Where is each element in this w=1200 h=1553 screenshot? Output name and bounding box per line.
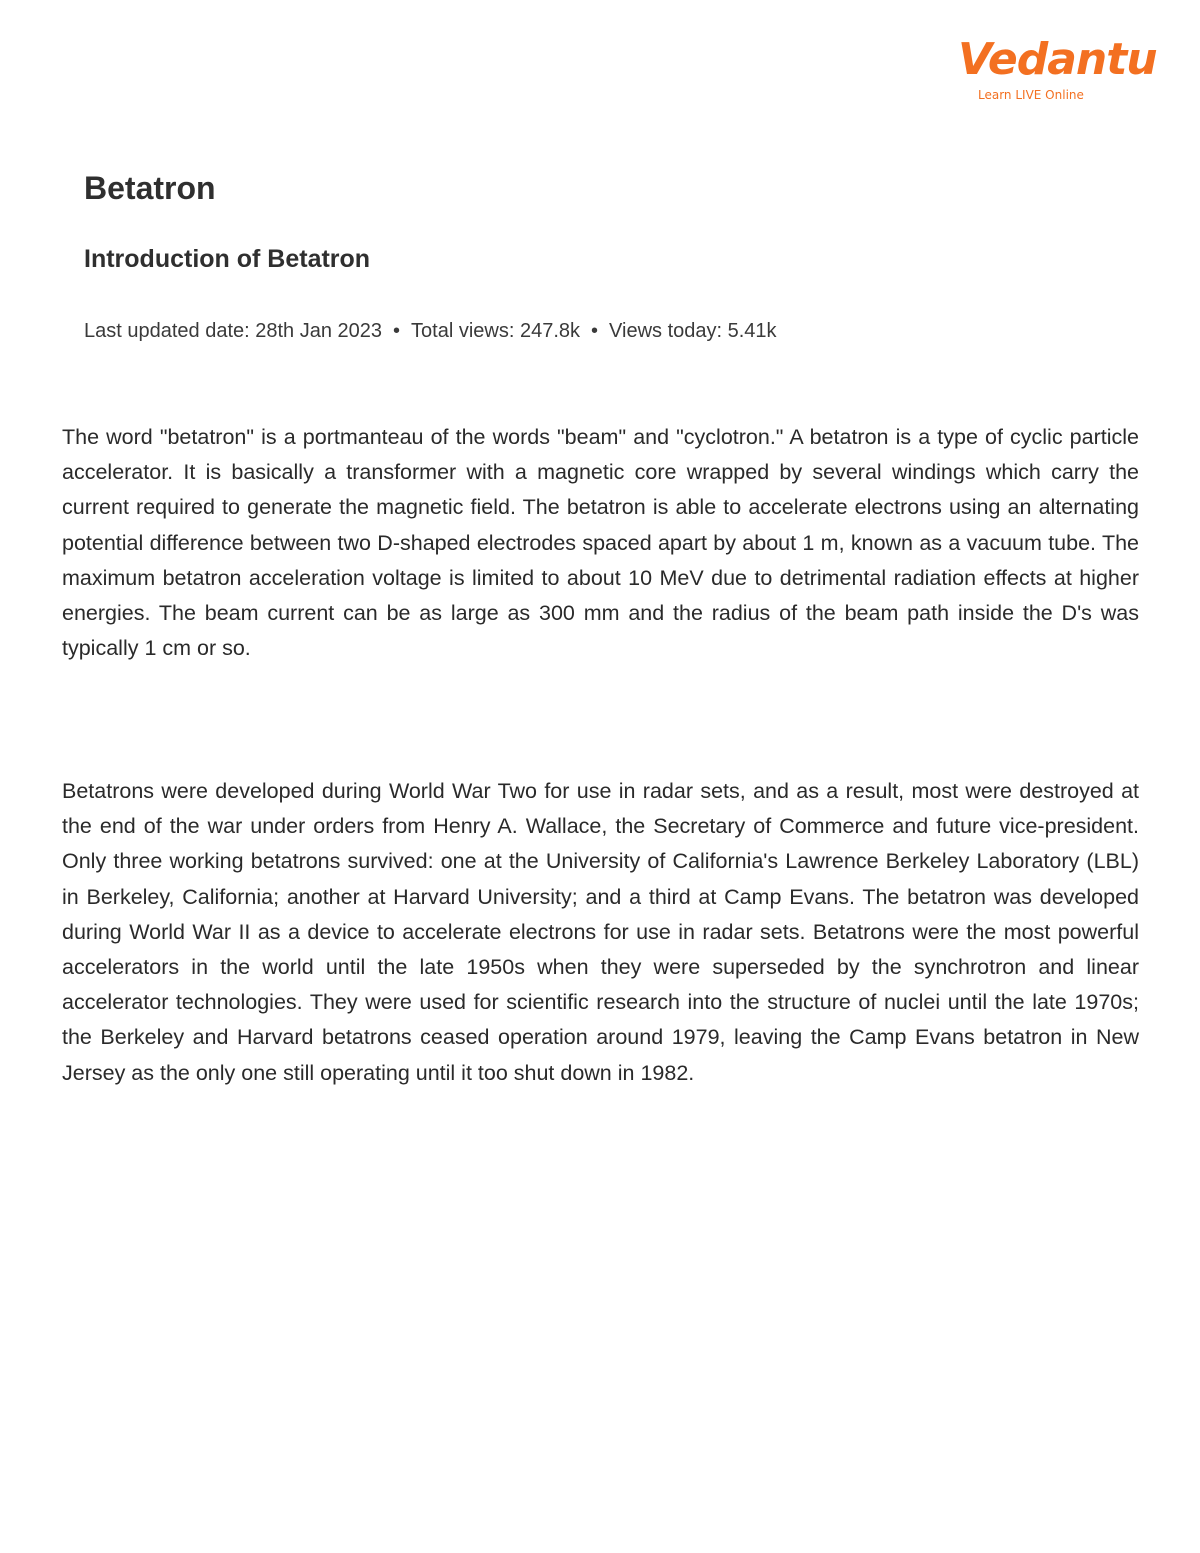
meta-separator: • xyxy=(393,320,401,342)
vedantu-logo xyxy=(958,34,1157,106)
logo-tagline: Learn LIVE Online xyxy=(978,88,1084,102)
body-paragraph-1: The word "betatron" is a portmanteau of the words "beam" and "cyclotron." A betatron is a type of cyclic particle accelerator. It is basically a transformer with a magnetic core wrapped by several windings which carry the current required to generate the magnetic field. The betatron is able to accelerate electrons using an alternating potential difference between two D-shaped electrodes spaced apart by about 1 m, known as a vacuum tube. The maximum betatron acceleration voltage is limited to about 10 MeV due to detrimental radiation effects at higher energies. The beam current can be as large as 300 mm and the radius of the beam path inside the D's was typically 1 cm or so. xyxy=(62,425,1139,661)
section-heading: Introduction of Betatron xyxy=(84,245,371,273)
meta-separator: • xyxy=(591,320,599,342)
page-title: Betatron xyxy=(84,170,216,206)
body-paragraph-2: Betatrons were developed during World War Two for use in radar sets, and as a result, most were destroyed at the end of the war under orders from Henry A. Wallace, the Secretary of Commerce and future vice-president. Only three working betatrons survived: one at the University of California's Lawrence Berkeley Laboratory (LBL) in Berkeley, California; another at Harvard University; and a third at Camp Evans. The betatron was developed during World War II as a device to accelerate electrons for use in radar sets. Betatrons were the most powerful accelerators in the world until the late 1950s when they were superseded by the synchrotron and linear accelerator technologies. They were used for scientific research into the structure of nuclei until the late 1970s; the Berkeley and Harvard betatrons ceased operation around 1979, leaving the Camp Evans betatron in New Jersey as the only one still operating until it too shut down in 1982. xyxy=(62,779,1139,1085)
last-updated-date: Last updated date: 28th Jan 2023 xyxy=(84,320,383,342)
article-meta xyxy=(84,318,777,344)
views-today: Views today: 5.41k xyxy=(609,320,777,342)
logo-wordmark: Vedantu xyxy=(958,34,1157,85)
total-views: Total views: 247.8k xyxy=(411,320,581,342)
